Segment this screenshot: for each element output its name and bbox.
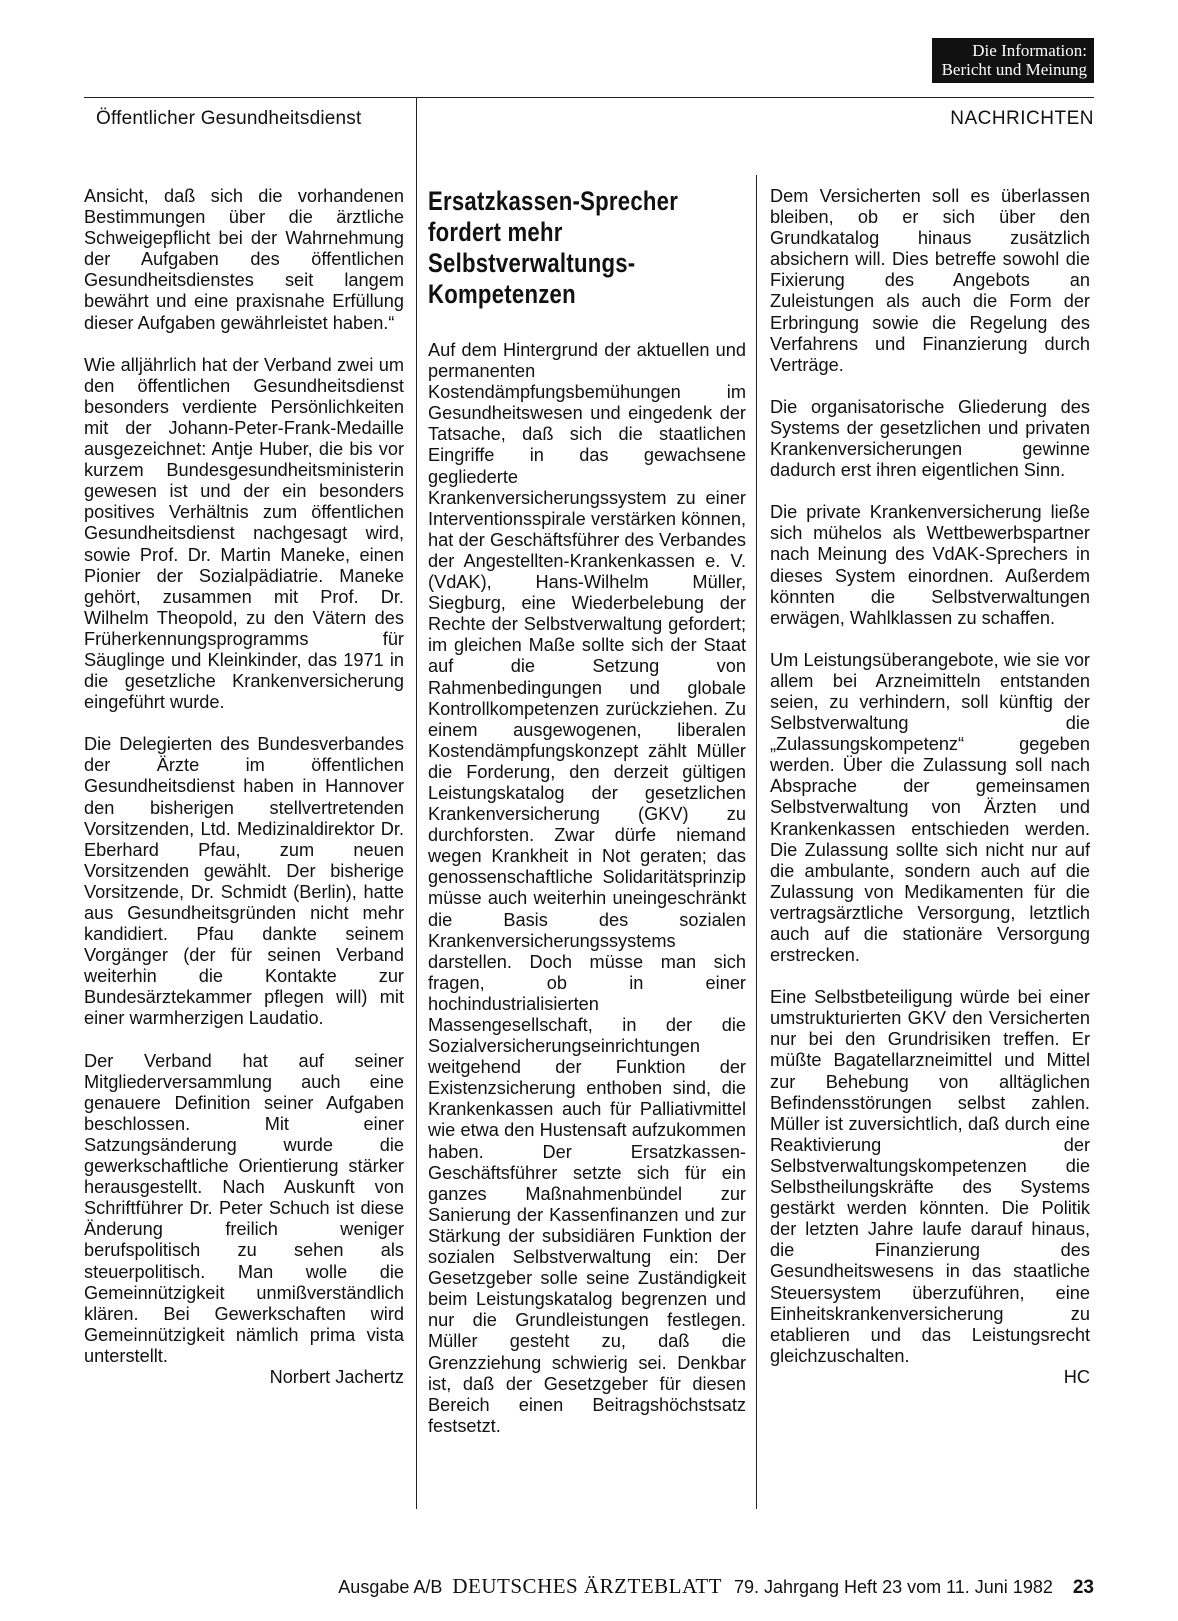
column-3 bbox=[770, 186, 1090, 1388]
byline bbox=[84, 1367, 404, 1388]
badge-line-1: Die Information: bbox=[972, 41, 1087, 60]
page-footer bbox=[84, 1574, 1094, 1599]
paragraph: Eine Selbstbeteiligung würde bei einer umstrukturierten GKV den Versicherten nur bei den Grundrisiken treffen. Er müßte Bagatellarzneimittel und Mittel zur Behebung von alltäglichen Befindensstörungen selbst zahlen. Müller ist zuversichtlich, daß durch eine Reaktivierung der Selbstverwaltungskompetenzen die Selbstheilungskräfte des Systems gestärkt werden könnten. Die Politik der letzten Jahre laufe darauf hinaus, die Finanzierung des Gesundheitswesens in das staatliche Steuersystem überzuführen, eine Einheitskrankenversicherung zu etablieren und das Leistungsrecht gleichzuschalten. bbox=[770, 987, 1090, 1366]
issue-info: 79. Jahrgang Heft 23 vom 11. Juni 1982 bbox=[733, 1577, 1053, 1597]
edition-label: Ausgabe A/B bbox=[338, 1577, 443, 1597]
byline bbox=[770, 1367, 1090, 1388]
category-label: NACHRICHTEN bbox=[950, 108, 1094, 129]
journal-name: DEUTSCHES ÄRZTEBLATT bbox=[452, 1574, 722, 1598]
page-number: 23 bbox=[1072, 1577, 1094, 1598]
author-initials: HC bbox=[1063, 1366, 1090, 1387]
column-2 bbox=[428, 186, 746, 1458]
paragraph: Um Leistungsüberangebote, wie sie vor allem bei Arzneimitteln entstanden seien, zu verhindern, soll künftig der Selbstverwaltung die „Zulassungskompetenz“ gegeben werden. Über die Zulassung soll nach Absprache der gemeinsamen Selbstverwaltung von Ärzten und Krankenkassen entschieden werden. Die Zulassung sollte sich nicht nur auf die ambulante, sondern auch auf die Zulassung von Medikamenten für die vertragsärztliche Versorgung, letztlich auch auf die stationäre Versorgung erstrecken. bbox=[770, 649, 1090, 966]
article-headline: Ersatzkassen-Sprecher fordert mehr Selbstverwaltungs-Kompetenzen bbox=[428, 186, 679, 309]
paragraph: Ansicht, daß sich die vorhandenen Bestimmungen über die ärztliche Schweigepflicht bei der Wahrnehmung der Aufgaben des öffentlichen Gesundheitsdienstes seit langem bewährt und eine praxisnahe Erfüllung dieser Aufgaben gewährleistet haben.“ bbox=[84, 186, 404, 333]
paragraph bbox=[84, 1051, 404, 1367]
paragraph: Die private Krankenversicherung ließe sich mühelos als Wettbewerbspartner nach Meinung des VdAK-Sprechers in dieses System einordnen. Außerdem könnten die Selbstverwaltungen erwägen, Wahlklassen zu schaffen. bbox=[770, 502, 1090, 628]
paragraph: Die Delegierten des Bundesverbandes der Ärzte im öffentlichen Gesundheitsdienst haben in Hannover den bisherigen stellvertretenden Vorsitzenden, Ltd. Medizinaldirektor Dr. Eberhard Pfau, zum neuen Vorsitzenden gewählt. Der bisherige Vorsitzende, Dr. Schmidt (Berlin), hatte aus Gesundheitsgründen nicht mehr kandidiert. Pfau dankte seinem Vorgänger (der für seinen Verband weiterhin die Kontakte zur Bundesärztekammer pflegen will) mit einer warmherzigen Laudatio. bbox=[84, 734, 404, 1029]
paragraph: Die organisatorische Gliederung des Systems der gesetzlichen und privaten Krankenversicherungen gewinne dadurch erst ihren eigentlichen Sinn. bbox=[770, 396, 1090, 481]
paragraph: Dem Versicherten soll es überlassen bleiben, ob er sich über den Grundkatalog hinaus zusätzlich absichern will. Dies betreffe sowohl die Fixierung des Angebots an Zuleistungen als auch die Form der Erbringung sowie die Regelung des Verfahrens und Finanzierung durch Verträge. bbox=[770, 186, 1090, 375]
column-divider-1 bbox=[416, 97, 417, 1509]
headline-container bbox=[428, 186, 746, 340]
author-name: Norbert Jachertz bbox=[269, 1366, 404, 1387]
section-title: Öffentlicher Gesundheitsdienst bbox=[96, 108, 362, 129]
paragraph-text: Der Verband hat auf seiner Mitgliederversammlung auch eine genauere Definition seiner Aufgaben beschlossen. Mit einer Satzungsänderung wurde die gewerkschaftliche Orientierung stärker herausgestellt. Nach Auskunft von Schriftführer Dr. Peter Schuch ist diese Änderung freilich weniger berufspolitisch zu sehen als steuerpolitisch. Man wolle die Gemeinnützigkeit unmißverständlich klären. Bei Gewerkschaften wird Gemeinnützigkeit nämlich prima vista unterstellt. bbox=[84, 1050, 404, 1366]
section-badge bbox=[932, 38, 1094, 83]
column-1 bbox=[84, 186, 404, 1388]
paragraph: Wie alljährlich hat der Verband zwei um den öffentlichen Gesundheitsdienst besonders verdiente Persönlichkeiten mit der Johann-Peter-Frank-Medaille ausgezeichnet: Antje Huber, die bis vor kurzem Bundesgesundheitsministerin gewesen ist und der ein besonders positives Verhältnis zum öffentlichen Gesundheitsdienst nachgesagt wird, sowie Prof. Dr. Martin Maneke, einen Pionier der Sozialpädiatrie. Maneke gehört, zusammen mit Prof. Dr. Wilhelm Theopold, zu den Vätern des Früherkennungsprogramms für Säuglinge und Kleinkinder, das 1971 in die gesetzliche Krankenversicherung eingeführt wurde. bbox=[84, 354, 404, 713]
column-divider-2 bbox=[756, 175, 757, 1509]
header-rule bbox=[84, 97, 1094, 98]
paragraph: Auf dem Hintergrund der aktuellen und permanenten Kostendämpfungsbemühungen im Gesundheitswesen und eingedenk der Tatsache, daß sich die staatlichen Eingriffe in das gewachsene gegliederte Krankenversicherungssystem zu einer Interventionsspirale verstärken können, hat der Geschäftsführer des Verbandes der Angestellten-Krankenkassen e. V. (VdAK), Hans-Wilhelm Müller, Siegburg, eine Wiederbelebung der Rechte der Selbstverwaltung gefordert; im gleichen Maße sollte sich der Staat auf die Setzung von Rahmenbedingungen und globale Kontrollkompetenzen zurückziehen. Zu einem ausgewogenen, liberalen Kostendämpfungskonzept zählt Müller die Forderung, den derzeit gültigen Leistungskatalog der gesetzlichen Krankenversicherung (GKV) zu durchforsten. Zwar dürfe niemand wegen Krankheit in Not geraten; das genossenschaftliche Solidaritätsprinzip müsse auch weiterhin uneingeschränkt die Basis des sozialen Krankenversicherungssystems darstellen. Doch müsse man sich fragen, ob in einer hochindustrialisierten Massengesellschaft, in der die Sozialversicherungseinrichtungen weitgehend der Funktion der Existenzsicherung enthoben sind, die Krankenkassen auch für Palliativmittel wie etwa den Hustensaft aufzukommen haben. Der Ersatzkassen-Geschäftsführer setzte sich für ein ganzes Maßnahmenbündel zur Sanierung der Kassenfinanzen und zur Stärkung der subsidiären Funktion der sozialen Selbstverwaltung ein: Der Gesetzgeber solle seine Zuständigkeit beim Leistungskatalog begrenzen und nur die Grundleistungen festlegen. Müller gesteht zu, daß die Grenzziehung schwierig sei. Denkbar ist, daß der Gesetzgeber für diesen Bereich einen Beitragshöchstsatz festsetzt. bbox=[428, 340, 746, 1436]
badge-line-2: Bericht und Meinung bbox=[941, 60, 1087, 79]
